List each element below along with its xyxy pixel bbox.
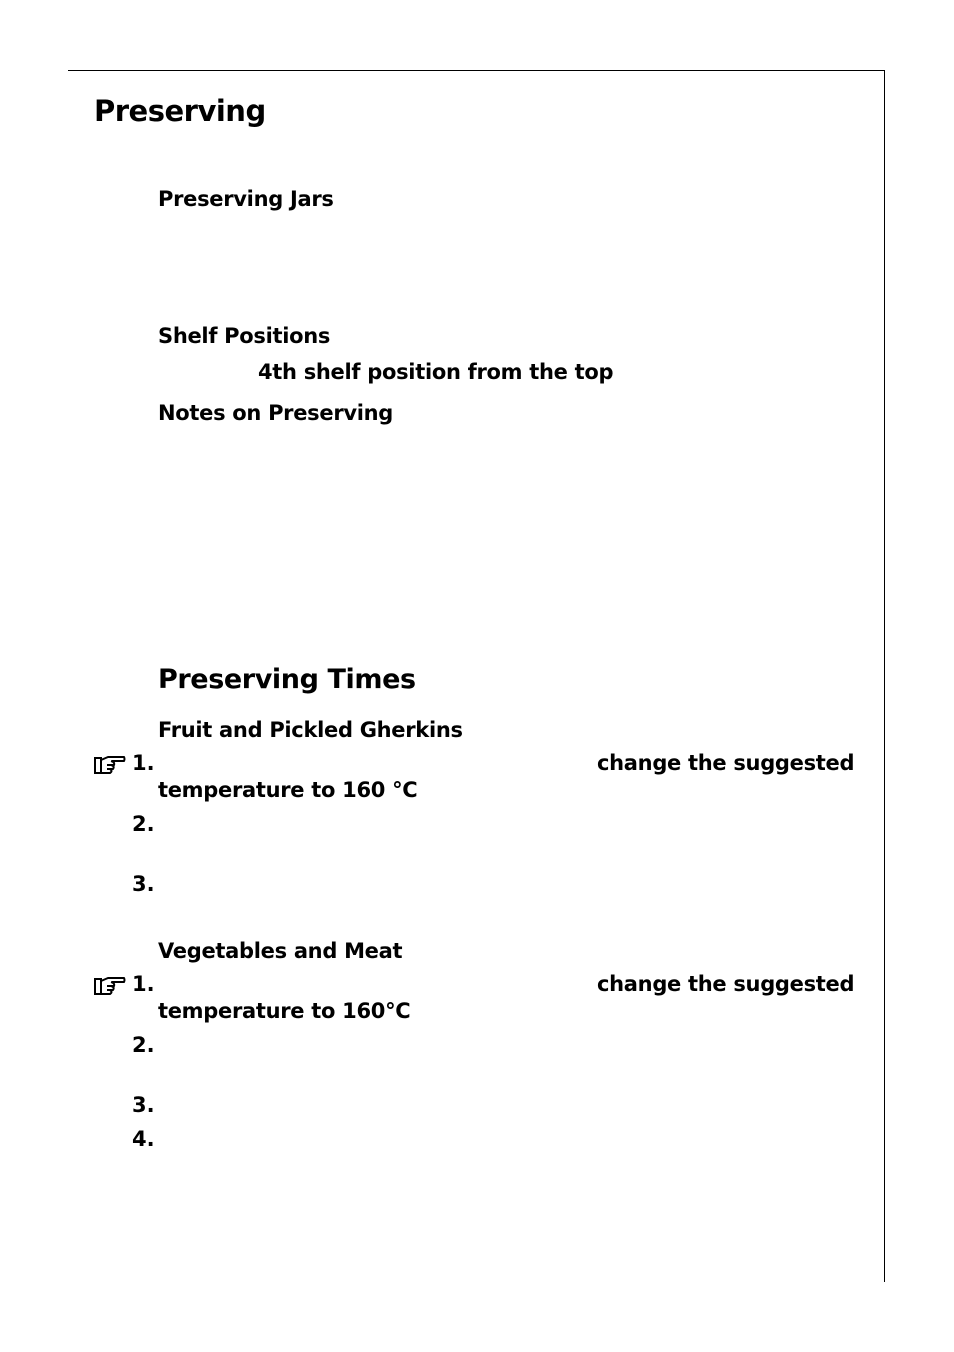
vegetables-step-1-text: change the suggested	[597, 972, 855, 996]
vegetables-heading: Vegetables and Meat	[158, 939, 403, 963]
preserving-jars-heading: Preserving Jars	[158, 187, 334, 211]
fruit-step-1-text: change the suggested	[597, 751, 855, 775]
fruit-step-3-number: 3.	[132, 872, 155, 896]
pointing-hand-icon	[94, 753, 126, 775]
shelf-positions-heading: Shelf Positions	[158, 324, 331, 348]
page-title: Preserving	[94, 94, 266, 128]
vegetables-step-2-number: 2.	[132, 1033, 155, 1057]
vegetables-step-4-number: 4.	[132, 1127, 155, 1151]
shelf-position-text: 4th shelf position from the top	[258, 360, 614, 384]
top-rule	[68, 70, 885, 71]
pointing-hand-icon	[94, 974, 126, 996]
fruit-step-2-number: 2.	[132, 812, 155, 836]
right-rule	[884, 70, 885, 1282]
vegetables-step-1-number: 1.	[132, 972, 155, 996]
vegetables-step-3-number: 3.	[132, 1093, 155, 1117]
fruit-step-1-continuation: temperature to 160 °C	[158, 778, 418, 802]
fruit-heading: Fruit and Pickled Gherkins	[158, 718, 463, 742]
vegetables-step-1-continuation: temperature to 160°C	[158, 999, 411, 1023]
notes-heading: Notes on Preserving	[158, 401, 394, 425]
fruit-step-1-number: 1.	[132, 751, 155, 775]
preserving-times-heading: Preserving Times	[158, 664, 416, 695]
